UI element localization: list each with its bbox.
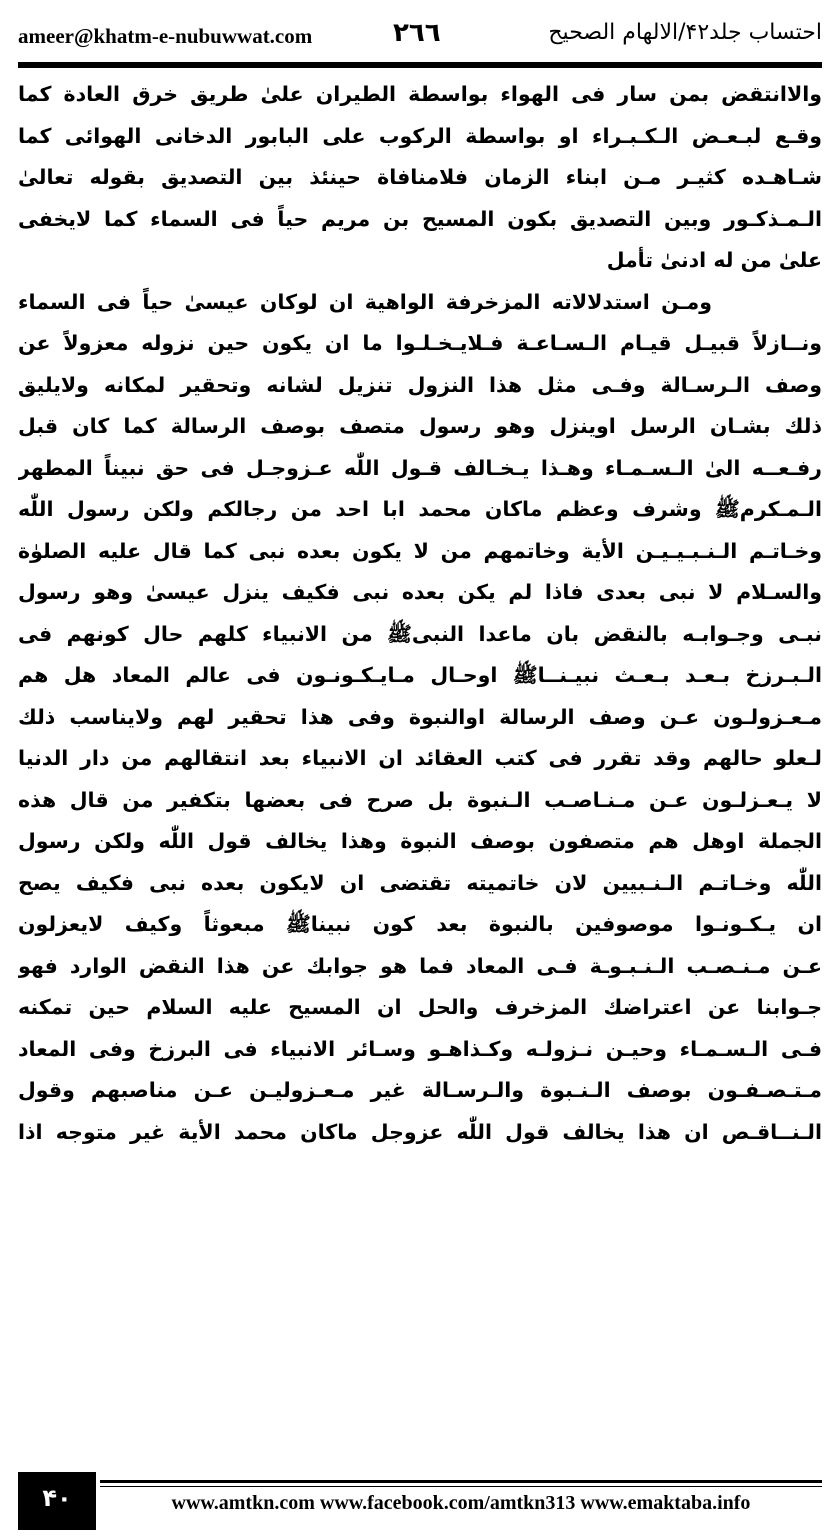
text-line: رفـعــه الیٰ الـسـمـاء وهـذا یـخـالف قـول اللّٰه عـزوجـل فی حق نبیناً المطهر (18, 455, 822, 480)
text-line: علیٰ من له ادنیٰ تأمل (606, 248, 822, 272)
text-line: الـمـکرمﷺ وشرف وعظم ماکان محمد ابا احد من رجالکم ولکن رسول اللّٰه (18, 497, 822, 521)
page-header (18, 18, 822, 58)
header-title: احتساب جلد۴۲/الالهام الصحیح (548, 20, 822, 45)
footer-links: www.amtkn.com www.facebook.com/amtkn313 www.emaktaba.info (171, 1492, 751, 1514)
text-line: لا یـعـزلـون عـن مـنـاصـب الـنبوة بل صرح فی بعضها بتکفیر من قال هذه (18, 787, 822, 812)
text-line: اللّٰه وخـاتـم الـنـبیین لان خاتمیته تقتضی ان لایکون بعده نبی فکیف یصح (18, 870, 822, 895)
page-footer (18, 1472, 822, 1530)
text-line: الجملة اوهل هم متصفون بوصف النبوة وهذا یخالف قول اللّٰه ولکن رسول (18, 829, 822, 853)
footer-rule-thin (100, 1486, 822, 1487)
text-line: مـعـزولـون عـن وصف الرسالة اوالنبوة وفی هذا تحقیر لهم ولایناسب ذلك (18, 704, 822, 729)
text-line: وصف الـرسـالة وفـی مثل هذا النزول تنزیل لشانه وتحقیر لمکانه ولایلیق (18, 372, 822, 397)
text-line: جـوابنا عن اعتراضك المزخرف والحل ان المسیح علیه السلام حین تمکنه (18, 995, 822, 1019)
text-line: وقـع لبـعـض الـکـبـراء او بواسطة الرکوب علی البابور الدخانی الهوائی کما (18, 123, 822, 148)
body-text (18, 74, 822, 1469)
text-line: عـن مـنـصـب الـنـبـوـة فـی المعاد فما هو جوابك عن هذا النقض الوارد فهو (18, 953, 822, 978)
text-line: ان یـکـونـوا موصوفین بالنبوة بعد کون نبیناﷺ مبعوثاً وکیف لایعزلون (18, 912, 822, 936)
footer-folio: ۴۰ (18, 1472, 96, 1530)
text-line: والسـلام لا نبی بعدی فاذا لم یکن بعده نبی فکیف ینزل عیسیٰ وهو رسول (18, 580, 822, 604)
text-line: وخـاتـم الـنـبـیـیـن الأیة وخاتمهم من لا یکون بعده نبی کما قال علیه الصلوٰة (18, 538, 822, 563)
text-line: الـنــاقـص ان هذا یخالف قول اللّٰه عزوجل ماکان محمد الأیة غیر متوجه اذا (18, 1119, 822, 1144)
text-line: الـمـذکـور وبین التصدیق بکون المسیح بن مریم حیاً فی السماء کما لایخفی (18, 206, 822, 231)
text-line: نبـی وجـوابـه بالنقض بان ماعدا النبیﷺ من الانبیاء کلهم حال کونهم فی (18, 621, 822, 646)
text-line: ذلك بشـان الرسل اوینزل وهو رسول متصف بوصف الرسالة کما کان قبل (18, 414, 822, 438)
header-email: ameer@khatm-e-nubuwwat.com (18, 24, 313, 48)
text-line: لـعلو حالهم وقد تقرر فی کتب العقائد ان الانبیاء بعد انتقالهم من دار الدنیا (18, 746, 822, 770)
text-line: ونــازلاً قبیـل قیـام الـسـاعـة فـلایـخـلـوا ما ان یکون حین نزوله معزولاً عن (18, 331, 822, 355)
text-line: ومـن استدلالاته المزخرفة الواهیة ان لوکان عیسیٰ حیاً فی السماء (18, 289, 712, 314)
footer-rule (100, 1480, 822, 1483)
text-line: والاانتقض بمن سار فی الهواء بواسطة الطیران علیٰ طریق خرق العادة کما (18, 82, 822, 106)
header-page-number: ٢٦٦ (393, 18, 441, 48)
text-line: الـبـرزخ بـعـد بـعـث نبیـنــاﷺ اوحـال مـایـکـونـون فی عالم المعاد هل هم (18, 663, 822, 687)
text-line: شـاهـده کثیـر مـن ابناء الزمان فلامنافاة حینئذ بین التصدیق بقوله تعالیٰ (18, 165, 822, 189)
text-line: فـی الـسـمـاء وحیـن نـزولـه وکـذاهـو وسـائر الانبیاء فی البرزخ وفی المعاد (18, 1036, 822, 1061)
text-line: مـتـصـفـون بوصف الـنـبوة والـرسـالة غیر مـعـزولیـن عـن مناصبهم وقول (18, 1078, 822, 1102)
header-rule (18, 62, 822, 68)
